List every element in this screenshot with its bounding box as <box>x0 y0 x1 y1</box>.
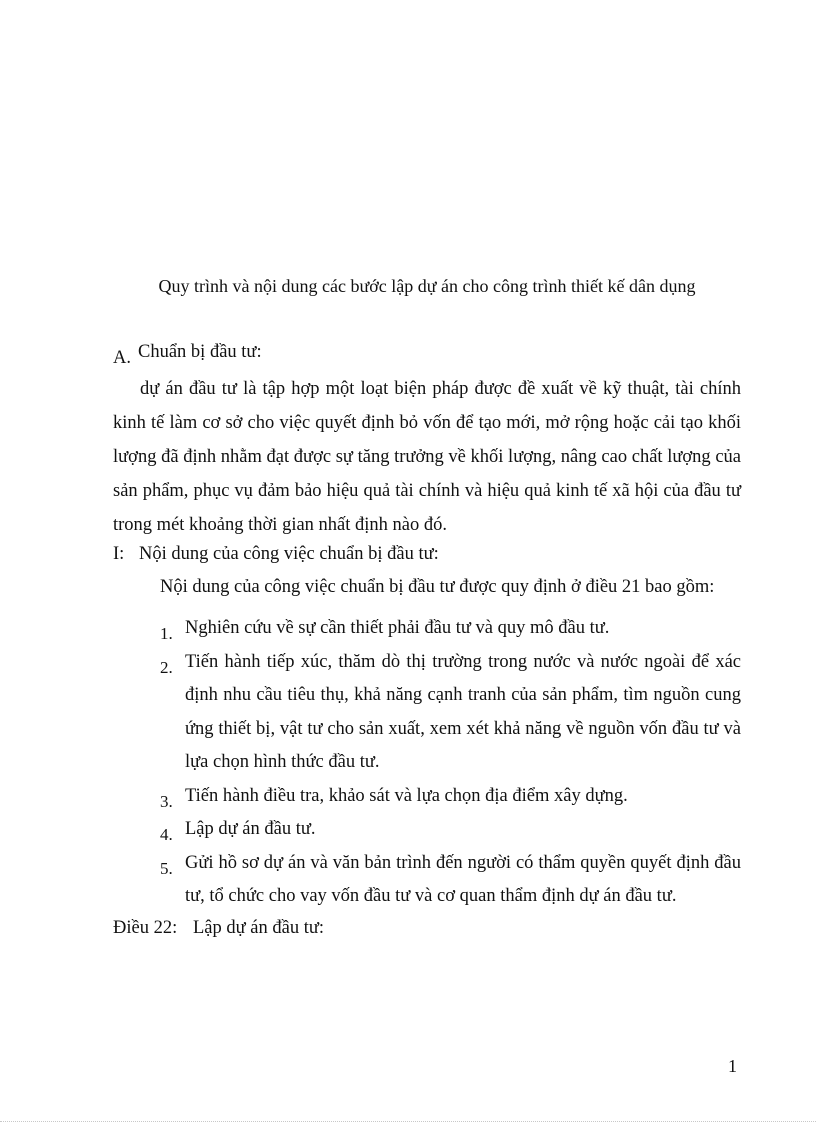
list-item-number: 4. <box>160 825 173 844</box>
list-item <box>160 780 741 814</box>
section-i-title: Nội dung của công việc chuẩn bị đầu tư: <box>139 544 439 564</box>
list-item-text: Lập dự án đầu tư. <box>185 819 316 839</box>
list-item-text: Tiến hành điều tra, khảo sát và lựa chọn địa điểm xây dựng. <box>185 785 628 806</box>
list-item-number: 3. <box>160 791 173 811</box>
list-item <box>160 612 741 646</box>
list-item-number: 5. <box>160 858 173 878</box>
section-i-marker: I: <box>113 544 125 564</box>
list-item-text: Nghiên cứu về sự cần thiết phải đầu tư và quy mô đầu tư. <box>185 618 610 638</box>
document-title: Quy trình và nội dung các bước lập dự án cho công trình thiết kế dân dụng <box>158 276 696 296</box>
list-item-number: 1. <box>160 624 173 643</box>
page-bottom-divider <box>0 1121 816 1122</box>
section-a-title: Chuẩn bị đầu tư: <box>138 342 262 362</box>
article-22-title: Lập dự án đầu tư: <box>193 918 325 938</box>
article-22-heading <box>113 918 324 939</box>
list-item-number: 2. <box>160 657 173 677</box>
list-item <box>160 847 741 914</box>
list-item <box>160 646 741 780</box>
numbered-list <box>160 612 741 914</box>
list-item <box>160 813 741 847</box>
list-item-text: Tiến hành tiếp xúc, thăm dò thị trường trong nước và nước ngoài để xác định nhu cầu tiêu thụ, khả năng cạnh tranh của sản phẩm, tìm nguồn cung ứng thiết bị, vật tư cho sản xuất, xem xét khả năng về nguồn vốn đầu tư và lựa chọn hình thức đầu tư. <box>185 651 741 772</box>
section-a-heading <box>113 342 262 368</box>
list-intro: Nội dung của công việc chuẩn bị đầu tư được quy định ở điều 21 bao gồm: <box>160 577 715 597</box>
definition-paragraph: dự án đầu tư là tập hợp một loạt biện pháp được đề xuất về kỹ thuật, tài chính kinh tế làm cơ sở cho việc quyết định bỏ vốn để tạo mới, mở rộng hoặc cải tạo khối lượng đã định nhằm đạt được sự tăng trưởng về khối lượng, nâng cao chất lượng của sản phẩm, phục vụ đảm bảo hiệu quả tài chính và hiệu quả kinh tế xã hội của đầu tư trong mét khoảng thời gian nhất định nào đó. <box>113 379 741 535</box>
list-item-text: Gửi hồ sơ dự án và văn bản trình đến người có thẩm quyền quyết định đầu tư, tổ chức cho vay vốn đầu tư và cơ quan thẩm định dự án đầu tư. <box>185 852 741 906</box>
section-a-marker: A. <box>113 348 131 368</box>
section-i-heading <box>113 544 439 565</box>
article-22-marker: Điều 22: <box>113 918 178 938</box>
page-number: 1 <box>728 1056 737 1076</box>
